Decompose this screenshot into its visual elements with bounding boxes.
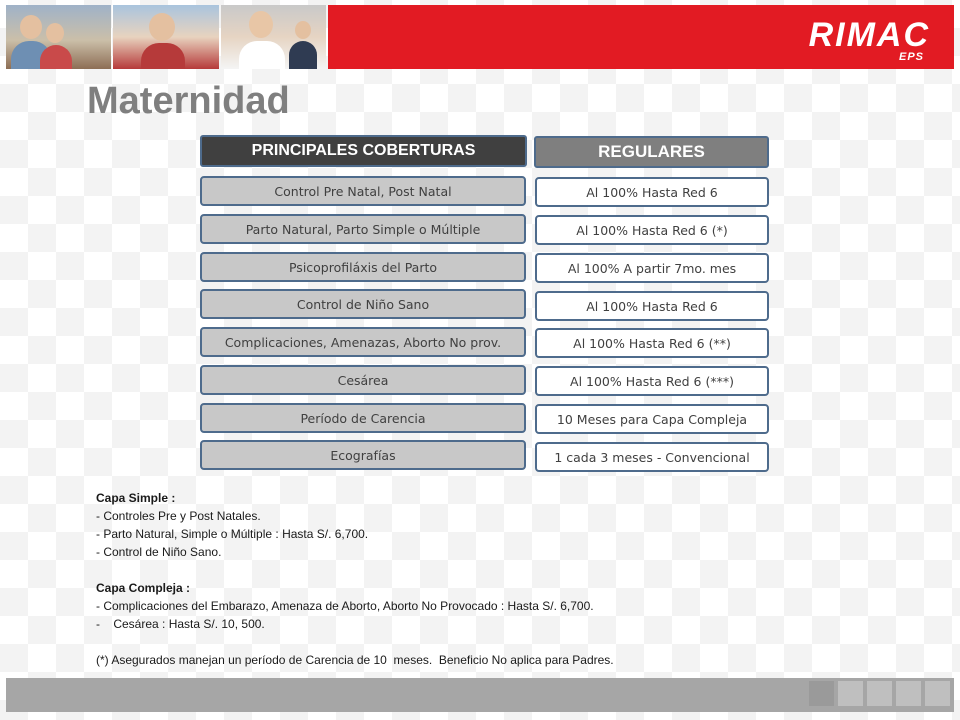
- footnote: (*) Asegurados manejan un período de Carencia de 10 meses. Beneficio No aplica para Padres.: [96, 653, 614, 667]
- brand-band: [328, 5, 954, 69]
- coverage-cell: Período de Carencia: [200, 403, 526, 433]
- value-cell: 1 cada 3 meses - Convencional: [535, 442, 769, 472]
- doctor-photo: [221, 5, 326, 69]
- value-cell: Al 100% Hasta Red 6 (*): [535, 215, 769, 245]
- regular-column-header: REGULARES: [534, 136, 769, 168]
- value-cell: Al 100% Hasta Red 6 (**): [535, 328, 769, 358]
- footer-square: [925, 681, 950, 706]
- note-line: - Parto Natural, Simple o Múltiple : Hasta S/. 6,700.: [96, 527, 369, 541]
- family-photo: [6, 5, 111, 69]
- value-cell: Al 100% A partir 7mo. mes: [535, 253, 769, 283]
- coverage-column-header: PRINCIPALES COBERTURAS: [200, 135, 527, 167]
- header-banner: [0, 0, 960, 70]
- footer-square: [867, 681, 892, 706]
- simple-layer-title: Capa Simple :: [96, 491, 176, 505]
- coverage-cell: Complicaciones, Amenazas, Aborto No prov.: [200, 327, 526, 357]
- coverage-cell: Psicoprofiláxis del Parto: [200, 252, 526, 282]
- value-cell: Al 100% Hasta Red 6: [535, 291, 769, 321]
- header-photo-strip: [6, 5, 326, 69]
- logo-text: RIMAC: [808, 16, 930, 54]
- child-photo: [113, 5, 218, 69]
- notes-section: [96, 489, 796, 669]
- coverage-cell: Cesárea: [200, 365, 526, 395]
- footer-bar: [6, 678, 954, 712]
- value-cell: Al 100% Hasta Red 6 (***): [535, 366, 769, 396]
- note-line: - Controles Pre y Post Natales.: [96, 509, 261, 523]
- rimac-logo: [809, 17, 930, 63]
- coverage-cell: Control de Niño Sano: [200, 289, 526, 319]
- note-line: - Cesárea : Hasta S/. 10, 500.: [96, 617, 265, 631]
- page-title: Maternidad: [87, 80, 290, 122]
- value-cell: Al 100% Hasta Red 6: [535, 177, 769, 207]
- footer-square: [809, 681, 834, 706]
- value-cell: 10 Meses para Capa Compleja: [535, 404, 769, 434]
- footer-square: [896, 681, 921, 706]
- logo-subtext: EPS: [898, 51, 924, 63]
- complex-layer-title: Capa Compleja :: [96, 581, 191, 595]
- footer-squares: [809, 681, 950, 706]
- coverage-cell: Control Pre Natal, Post Natal: [200, 176, 526, 206]
- coverage-cell: Ecografías: [200, 440, 526, 470]
- note-line: - Complicaciones del Embarazo, Amenaza de Aborto, Aborto No Provocado : Hasta S/. 6,700.: [96, 599, 594, 613]
- footer-square: [838, 681, 863, 706]
- note-line: - Control de Niño Sano.: [96, 545, 222, 559]
- coverage-cell: Parto Natural, Parto Simple o Múltiple: [200, 214, 526, 244]
